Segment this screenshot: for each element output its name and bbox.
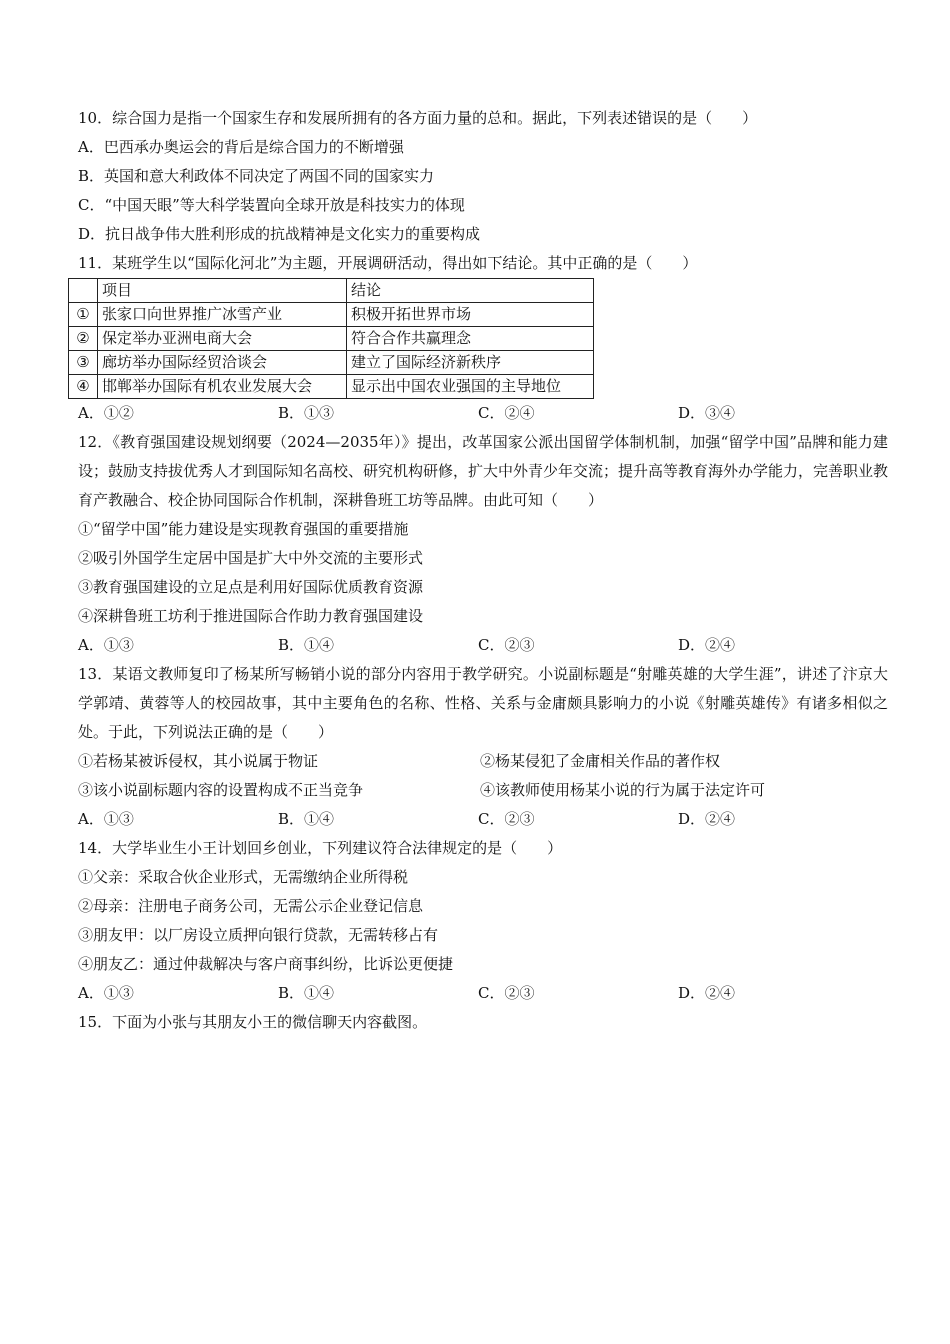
q14-statement-1: ①父亲：采取合伙企业形式，无需缴纳企业所得税 bbox=[78, 868, 409, 886]
q12-option-b: B．①④ bbox=[278, 636, 335, 654]
table-cell: 保定举办亚洲电商大会 bbox=[98, 327, 347, 351]
q14-options bbox=[78, 979, 888, 1008]
table-cell: ③ bbox=[69, 351, 98, 375]
q13-statement-3: ③该小说副标题内容的设置构成不正当竞争 bbox=[78, 781, 364, 799]
q14-stem: 14．大学毕业生小王计划回乡创业，下列建议符合法律规定的是（ ） bbox=[78, 839, 563, 857]
q14-statement-3: ③朋友甲：以厂房设立质押向银行贷款，无需转移占有 bbox=[78, 926, 439, 944]
q12-options bbox=[78, 631, 888, 660]
q12-statement-4: ④深耕鲁班工坊利于推进国际合作助力教育强国建设 bbox=[78, 607, 424, 625]
q14-option-d: D．②④ bbox=[678, 984, 736, 1002]
table-cell: 符合合作共赢理念 bbox=[347, 327, 594, 351]
q11-option-a: A．①② bbox=[78, 404, 134, 422]
q12-stem: 12．《教育强国建设规划纲要（2024—2035年）》提出，改革国家公派出国留学体制机制，加强“留学中国”品牌和能力建设；鼓励支持拔优秀人才到国际知名高校、研究机构研修，扩大中外青少年交流；提升高等教育海外办学能力，完善职业教育产教融合、校企协同国际合作机制，深耕鲁班工坊等品牌。由此可知（ ） bbox=[78, 433, 889, 509]
q11-table bbox=[68, 278, 594, 399]
q13-statement-2: ②杨某侵犯了金庸相关作品的著作权 bbox=[480, 752, 721, 770]
q11-stem: 11．某班学生以“国际化河北”为主题，开展调研活动，得出如下结论。其中正确的是（ ） bbox=[78, 254, 698, 272]
table-cell: ④ bbox=[69, 375, 98, 399]
q13-statement-4: ④该教师使用杨某小说的行为属于法定许可 bbox=[480, 781, 766, 799]
q14-statement-2: ②母亲：注册电子商务公司，无需公示企业登记信息 bbox=[78, 897, 424, 915]
q11-option-d: D．③④ bbox=[678, 404, 736, 422]
table-cell: ① bbox=[69, 303, 98, 327]
table-header-cell: 项目 bbox=[98, 279, 347, 303]
q13-statements-row-2 bbox=[78, 776, 888, 805]
q10-option-c: C．“中国天眼”等大科学装置向全球开放是科技实力的体现 bbox=[78, 196, 465, 214]
q11-option-c: C．②④ bbox=[478, 404, 535, 422]
q14-option-b: B．①④ bbox=[278, 984, 335, 1002]
q15-stem: 15．下面为小张与其朋友小王的微信聊天内容截图。 bbox=[78, 1013, 428, 1031]
q10-option-a: A．巴西承办奥运会的背后是综合国力的不断增强 bbox=[78, 138, 404, 156]
q13-option-d: D．②④ bbox=[678, 810, 736, 828]
q12-statement-1: ①“留学中国”能力建设是实现教育强国的重要措施 bbox=[78, 520, 409, 538]
q13-option-b: B．①④ bbox=[278, 810, 335, 828]
q10-option-b: B．英国和意大利政体不同决定了两国不同的国家实力 bbox=[78, 167, 435, 185]
table-cell: 张家口向世界推广冰雪产业 bbox=[98, 303, 347, 327]
q13-option-a: A．①③ bbox=[78, 810, 134, 828]
q12-statement-3: ③教育强国建设的立足点是利用好国际优质教育资源 bbox=[78, 578, 424, 596]
table-cell: 邯郸举办国际有机农业发展大会 bbox=[98, 375, 347, 399]
q11-options bbox=[78, 399, 888, 428]
q12-statement-2: ②吸引外国学生定居中国是扩大中外交流的主要形式 bbox=[78, 549, 424, 567]
table-cell: 建立了国际经济新秩序 bbox=[347, 351, 594, 375]
table-header-row bbox=[69, 279, 594, 303]
q12-option-d: D．②④ bbox=[678, 636, 736, 654]
q13-statement-1: ①若杨某被诉侵权，其小说属于物证 bbox=[78, 752, 319, 770]
q13-option-c: C．②③ bbox=[478, 810, 535, 828]
table-header-cell bbox=[69, 279, 98, 303]
q14-statement-4: ④朋友乙：通过仲裁解决与客户商事纠纷，比诉讼更便捷 bbox=[78, 955, 454, 973]
table-row bbox=[69, 327, 594, 351]
q10-option-d: D．抗日战争伟大胜利形成的抗战精神是文化实力的重要构成 bbox=[78, 225, 481, 243]
q13-options bbox=[78, 805, 888, 834]
table-row bbox=[69, 351, 594, 375]
q13-stem: 13．某语文教师复印了杨某所写畅销小说的部分内容用于教学研究。小说副标题是“射雕英雄的大学生涯”，讲述了汴京大学郭靖、黄蓉等人的校园故事，其中主要角色的名称、性格、关系与金庸颇具影响力的小说《射雕英雄传》有诸多相似之处。于此，下列说法正确的是（ ） bbox=[78, 665, 888, 741]
q12-option-c: C．②③ bbox=[478, 636, 535, 654]
table-header-cell: 结论 bbox=[347, 279, 594, 303]
table-cell: 显示出中国农业强国的主导地位 bbox=[347, 375, 594, 399]
q11-option-b: B．①③ bbox=[278, 404, 335, 422]
exam-page bbox=[78, 104, 888, 1037]
table-row bbox=[69, 303, 594, 327]
q12-option-a: A．①③ bbox=[78, 636, 134, 654]
q14-option-c: C．②③ bbox=[478, 984, 535, 1002]
table-cell: 积极开拓世界市场 bbox=[347, 303, 594, 327]
q13-statements-row-1 bbox=[78, 747, 888, 776]
table-row bbox=[69, 375, 594, 399]
q14-option-a: A．①③ bbox=[78, 984, 134, 1002]
q10-stem: 10．综合国力是指一个国家生存和发展所拥有的各方面力量的总和。据此，下列表述错误的是（ ） bbox=[78, 109, 758, 127]
table-cell: ② bbox=[69, 327, 98, 351]
table-cell: 廊坊举办国际经贸洽谈会 bbox=[98, 351, 347, 375]
